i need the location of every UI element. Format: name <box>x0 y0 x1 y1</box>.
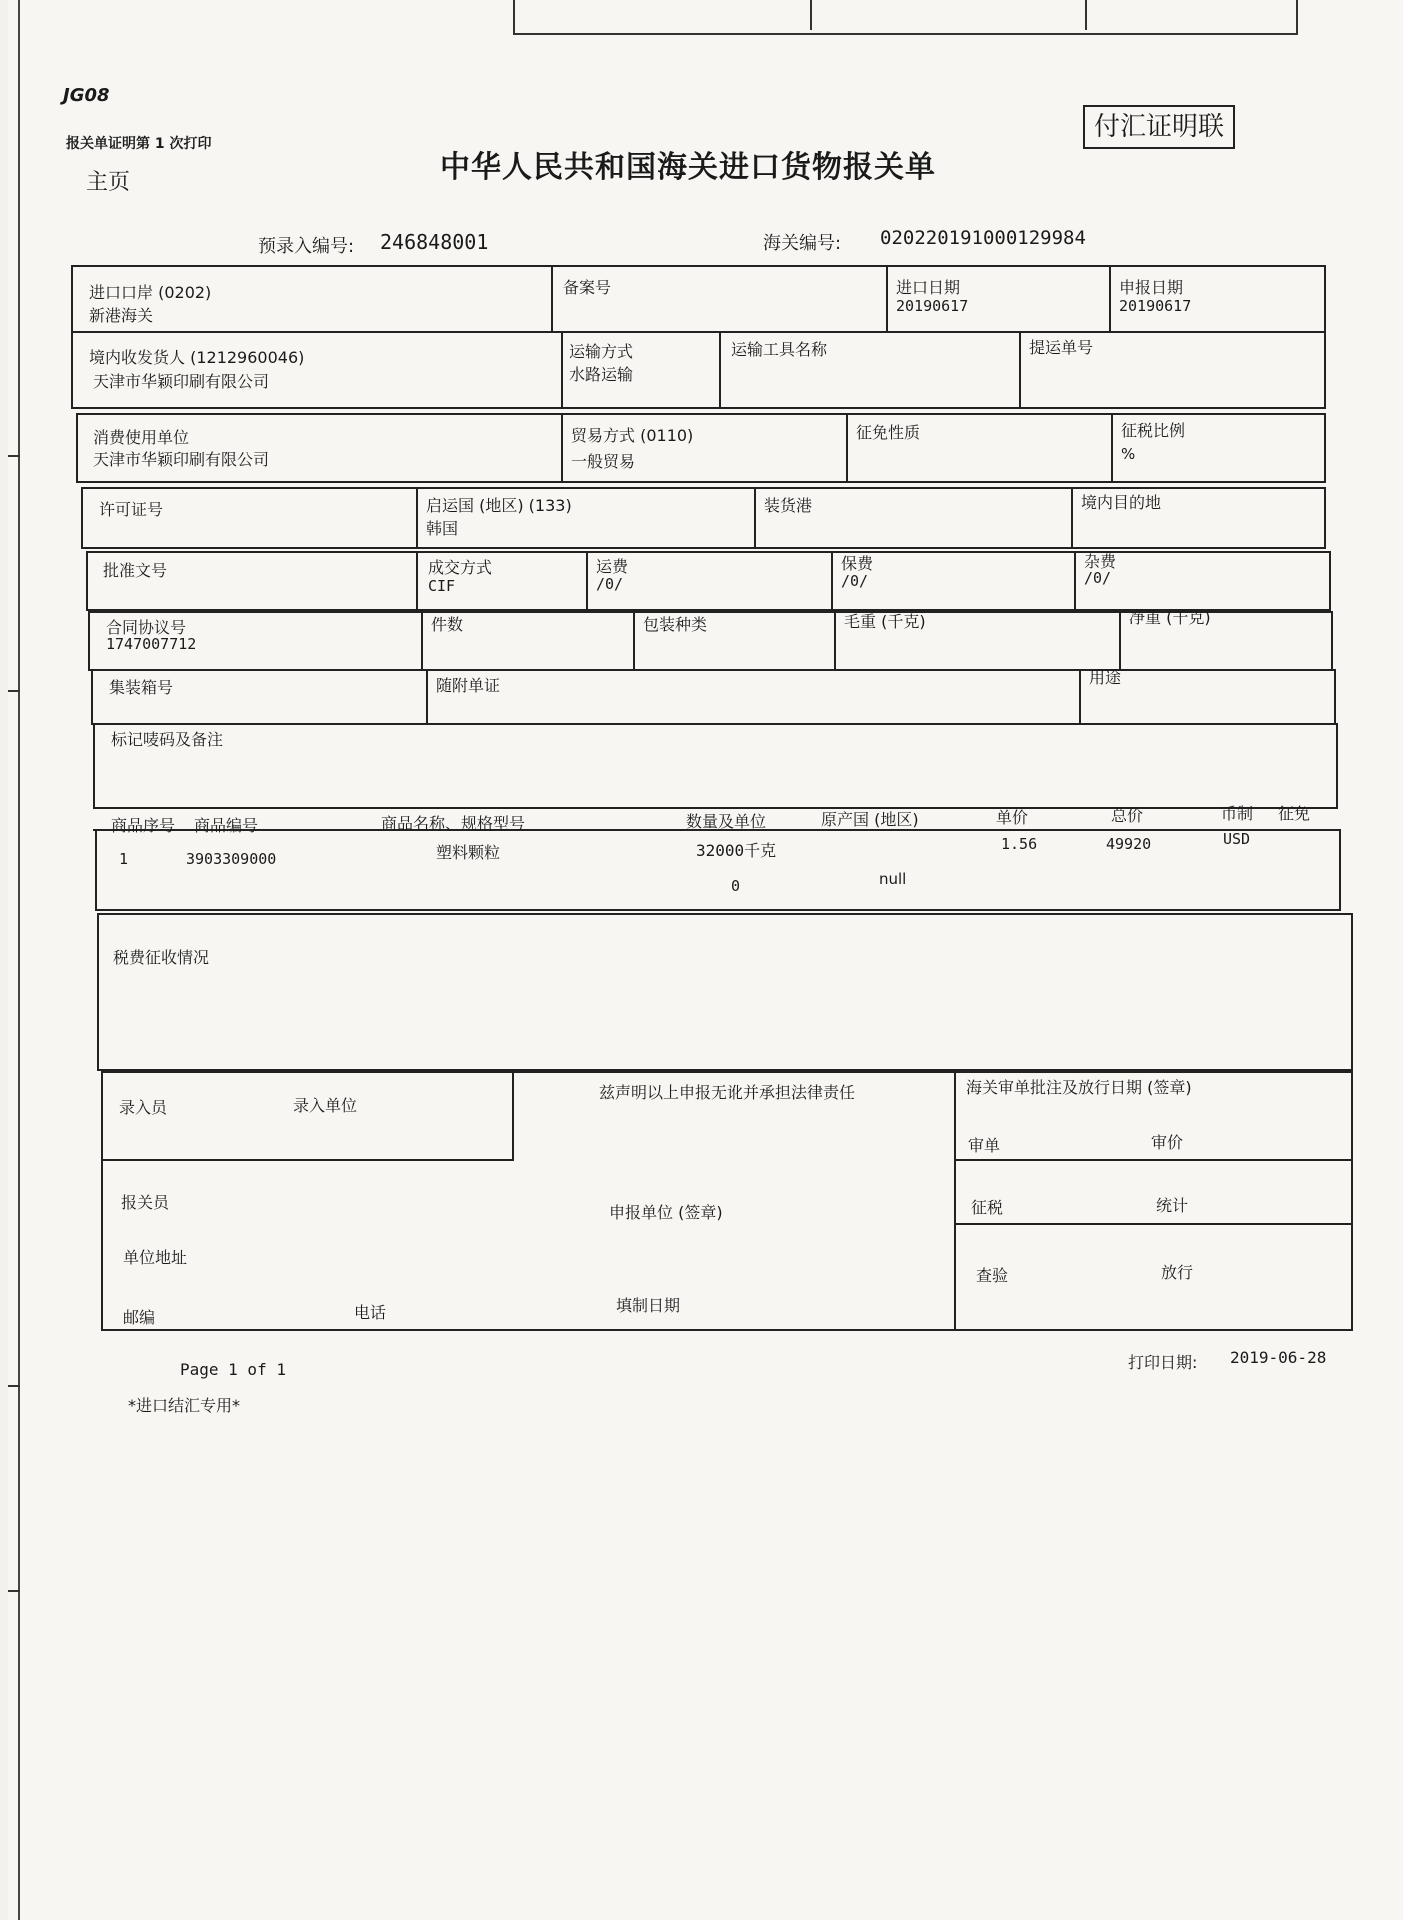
tax-signoff-label: 征税 <box>971 1198 1004 1217</box>
tax-ratio-label: 征税比例 <box>1121 421 1186 440</box>
destination-label: 境内目的地 <box>1081 493 1162 512</box>
document-page <box>8 0 1403 1920</box>
pieces-label: 件数 <box>431 615 464 634</box>
marks-remarks-box <box>93 723 1338 809</box>
gross-weight-label: 毛重 (千克) <box>844 612 926 631</box>
net-weight-label: 净重 (千克) <box>1129 608 1211 627</box>
import-date-label: 进口日期 <box>896 278 961 297</box>
loading-port-label: 装货港 <box>764 496 813 515</box>
deal-mode-label: 成交方式 <box>428 558 493 577</box>
user-unit-label: 消费使用单位 <box>93 428 190 447</box>
import-port-label: 进口口岸 (0202) <box>89 283 212 302</box>
goods-total: 49920 <box>1106 835 1152 853</box>
marks-label: 标记唛码及备注 <box>111 730 224 749</box>
goods-name: 塑料颗粒 <box>436 843 501 862</box>
release-label: 放行 <box>1161 1263 1194 1282</box>
consignee-value: 天津市华颖印刷有限公司 <box>93 372 270 391</box>
form-row-container <box>91 669 1336 725</box>
transport-label: 运输方式 <box>569 342 634 361</box>
goods-col-code: 商品编号 <box>194 816 259 835</box>
freight-value: /0/ <box>596 575 624 593</box>
origin-label: 启运国 (地区) (133) <box>426 496 572 515</box>
goods-col-currency: 币制 <box>1221 804 1254 823</box>
goods-currency: USD <box>1223 830 1251 848</box>
tax-label: 税费征收情况 <box>113 948 210 967</box>
goods-code: 3903309000 <box>186 850 277 868</box>
declare-unit-label: 申报单位 (签章) <box>609 1203 723 1222</box>
goods-unit-price: 1.56 <box>1001 835 1038 853</box>
phone-label: 电话 <box>354 1303 387 1322</box>
pre-entry-label: 预录入编号: <box>258 236 355 257</box>
page-indicator: Page 1 of 1 <box>180 1360 286 1379</box>
container-label: 集装箱号 <box>109 678 174 697</box>
goods-col-total: 总价 <box>1111 806 1144 825</box>
insurance-label: 保费 <box>841 554 874 573</box>
declare-date-value: 20190617 <box>1119 297 1192 315</box>
broker-label: 报关员 <box>121 1193 170 1212</box>
record-number-label: 备案号 <box>563 278 612 297</box>
inspection-label: 查验 <box>976 1266 1009 1285</box>
trade-mode-value: 一般贸易 <box>571 452 636 471</box>
transport-value: 水路运输 <box>569 365 634 384</box>
bill-label: 提运单号 <box>1029 338 1094 357</box>
edge-tick <box>8 690 20 692</box>
review-label: 审单 <box>968 1136 1001 1155</box>
misc-label: 杂费 <box>1084 552 1117 571</box>
entry-unit-label: 录入单位 <box>293 1096 358 1115</box>
declaration-statement: 兹声明以上申报无讹并承担法律责任 <box>599 1083 856 1102</box>
consignee-label: 境内收发货人 (1212960046) <box>89 348 305 367</box>
fill-date-label: 填制日期 <box>616 1296 681 1315</box>
exemption-label: 征免性质 <box>856 423 921 442</box>
contract-value: 1747007712 <box>106 635 197 653</box>
customs-number-label: 海关编号: <box>763 233 842 254</box>
attached-docs-label: 随附单证 <box>436 676 501 695</box>
address-label: 单位地址 <box>123 1248 188 1267</box>
goods-seq: 1 <box>119 850 129 868</box>
freight-label: 运费 <box>596 557 629 576</box>
import-port-value: 新港海关 <box>89 306 154 325</box>
purpose-label: 用途 <box>1089 668 1122 687</box>
user-unit-value: 天津市华颖印刷有限公司 <box>93 450 270 469</box>
price-review-label: 审价 <box>1151 1133 1184 1152</box>
goods-qty: 32000千克 <box>696 841 777 860</box>
edge-tick <box>8 1385 20 1387</box>
declaration-form <box>71 265 1326 1340</box>
stats-label: 统计 <box>1156 1196 1189 1215</box>
goods-col-unit-price: 单价 <box>996 808 1029 827</box>
home-label: 主页 <box>86 170 131 195</box>
scan-edge <box>18 0 20 1920</box>
settlement-note: *进口结汇专用* <box>128 1396 241 1415</box>
review-title: 海关审单批注及放行日期 (签章) <box>966 1078 1192 1097</box>
vehicle-label: 运输工具名称 <box>731 340 828 359</box>
tax-collection-box <box>97 913 1353 1071</box>
previous-page-fragment <box>513 0 1298 35</box>
trade-mode-label: 贸易方式 (0110) <box>571 426 694 445</box>
insurance-value: /0/ <box>841 572 869 590</box>
edge-tick <box>8 455 20 457</box>
origin-value: 韩国 <box>426 519 459 538</box>
pre-entry-number: 246848001 <box>380 230 489 254</box>
postcode-label: 邮编 <box>123 1308 156 1327</box>
misc-value: /0/ <box>1084 569 1112 587</box>
declare-date-label: 申报日期 <box>1119 278 1184 297</box>
pack-type-label: 包装种类 <box>643 615 708 634</box>
goods-origin: null <box>879 870 907 888</box>
print-date-label: 打印日期: <box>1128 1353 1198 1372</box>
goods-col-origin: 原产国 (地区) <box>821 810 919 829</box>
payment-proof-stamp: 付汇证明联 <box>1083 105 1235 149</box>
entry-clerk-label: 录入员 <box>119 1098 168 1117</box>
contract-label: 合同协议号 <box>106 618 187 637</box>
goods-col-exemption: 征免 <box>1278 804 1311 823</box>
form-row-deal <box>86 551 1331 611</box>
goods-col-seq: 商品序号 <box>111 816 176 835</box>
print-date-value: 2019-06-28 <box>1230 1348 1327 1367</box>
goods-col-qty: 数量及单位 <box>686 812 767 831</box>
deal-mode-value: CIF <box>428 577 456 595</box>
print-count: 报关单证明第 1 次打印 <box>66 136 212 152</box>
form-code: JG08 <box>63 85 110 106</box>
tax-ratio-value: % <box>1121 445 1136 463</box>
goods-qty-second: 0 <box>731 877 741 895</box>
import-date-value: 20190617 <box>896 297 969 315</box>
customs-number: 020220191000129984 <box>880 227 1086 249</box>
goods-col-name: 商品名称、规格型号 <box>381 814 526 833</box>
license-label: 许可证号 <box>99 500 164 519</box>
edge-tick <box>8 1590 20 1592</box>
approval-label: 批准文号 <box>103 561 168 580</box>
document-title: 中华人民共和国海关进口货物报关单 <box>440 150 936 185</box>
